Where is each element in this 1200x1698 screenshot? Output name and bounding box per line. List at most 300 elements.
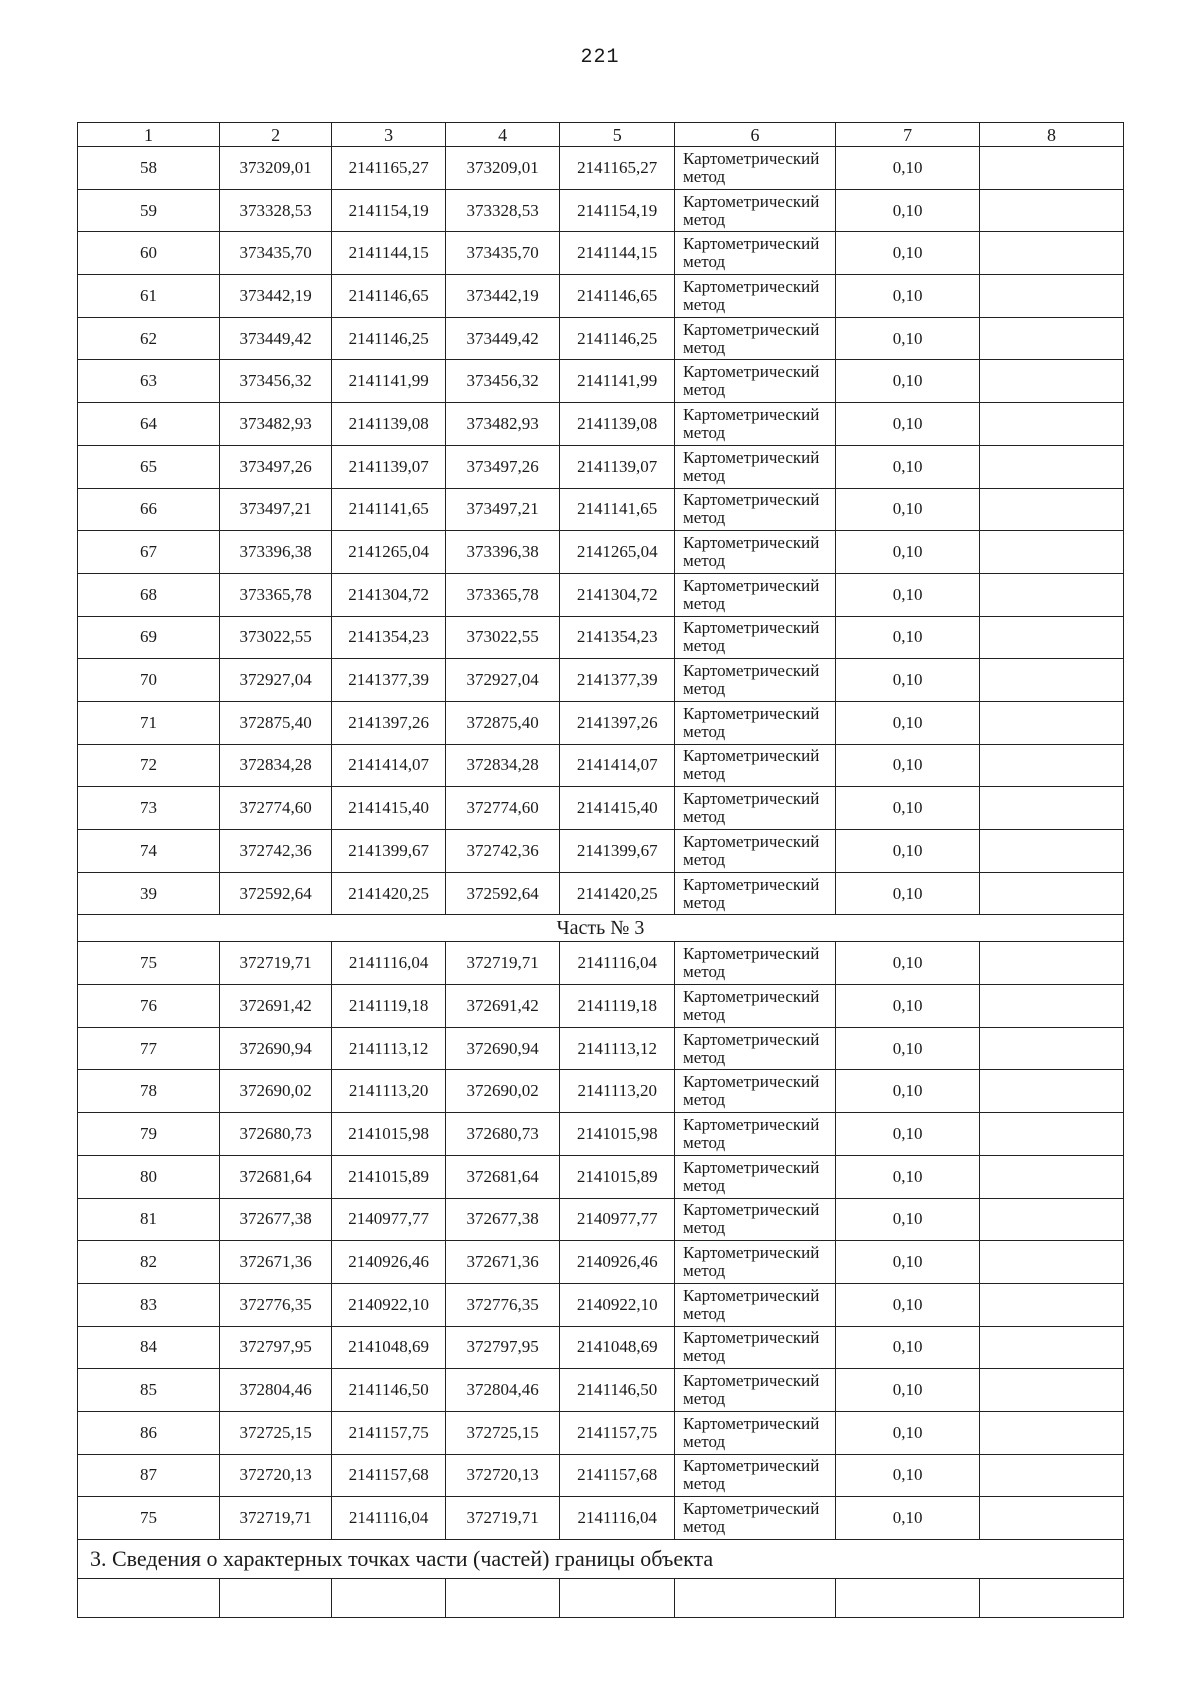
table-cell: 373482,93 [219,403,332,446]
table-cell [980,701,1124,744]
column-header: 6 [674,123,835,147]
table-cell [980,1454,1124,1497]
table-cell: 372719,71 [445,1497,560,1540]
table-row [78,872,1124,915]
table-cell: 2141146,50 [332,1369,446,1412]
table-cell: 0,10 [836,872,980,915]
table-cell: 69 [78,616,220,659]
table-cell: Картометрический метод [674,1411,835,1454]
table-cell: 2141354,23 [560,616,675,659]
blank-cell [445,1579,560,1618]
table-cell: 372677,38 [219,1198,332,1241]
table-cell: 373365,78 [445,573,560,616]
table-cell [980,573,1124,616]
table-cell: 2141265,04 [332,531,446,574]
table-cell: 86 [78,1411,220,1454]
table-cell: 373442,19 [445,275,560,318]
table-cell [980,147,1124,190]
table-cell: 372797,95 [445,1326,560,1369]
table-cell: 0,10 [836,616,980,659]
table-cell: 2141415,40 [332,787,446,830]
table-cell: 2141113,20 [332,1070,446,1113]
table-cell [980,659,1124,702]
table-row [78,275,1124,318]
table-cell: 79 [78,1113,220,1156]
table-cell: 61 [78,275,220,318]
table-cell: 2141165,27 [332,147,446,190]
table-cell [980,1369,1124,1412]
table-cell: 372680,73 [219,1113,332,1156]
table-cell: 373209,01 [445,147,560,190]
table-cell: 64 [78,403,220,446]
table-cell [980,1070,1124,1113]
table-cell [980,360,1124,403]
table-cell: 2141377,39 [332,659,446,702]
table-cell: 373435,70 [219,232,332,275]
table-cell: 373497,21 [219,488,332,531]
table-row [78,1283,1124,1326]
table-cell [980,1027,1124,1070]
table-cell: Картометрический метод [674,317,835,360]
table-cell: 71 [78,701,220,744]
table-cell [980,1497,1124,1540]
table-cell: Картометрический метод [674,1326,835,1369]
table-cell: Картометрический метод [674,360,835,403]
table-row [78,1198,1124,1241]
table-cell: 2141157,68 [332,1454,446,1497]
table-cell: 0,10 [836,1411,980,1454]
column-header: 8 [980,123,1124,147]
table-cell: 373449,42 [219,317,332,360]
table-row [78,942,1124,985]
table-cell: 68 [78,573,220,616]
table-row [78,1113,1124,1156]
table-cell: 372691,42 [445,985,560,1028]
table-cell: 373482,93 [445,403,560,446]
table-cell: 372742,36 [445,830,560,873]
table-row [78,985,1124,1028]
table-cell [980,985,1124,1028]
table-cell: Картометрический метод [674,445,835,488]
table-cell: 0,10 [836,189,980,232]
table-cell [980,1155,1124,1198]
table-cell: 60 [78,232,220,275]
table-cell: 87 [78,1454,220,1497]
table-cell: 372774,60 [219,787,332,830]
table-cell: 373497,21 [445,488,560,531]
blank-cell [78,1579,220,1618]
blank-cell [332,1579,446,1618]
table-cell: Картометрический метод [674,403,835,446]
table-cell [980,317,1124,360]
table-cell: 2141304,72 [332,573,446,616]
table-cell: 372690,94 [219,1027,332,1070]
table-cell: 2141113,12 [560,1027,675,1070]
table-cell: 0,10 [836,232,980,275]
table-cell: 0,10 [836,403,980,446]
table-cell: 372681,64 [445,1155,560,1198]
table-cell: 0,10 [836,573,980,616]
table-cell: 2141146,25 [560,317,675,360]
table-cell: 2141146,25 [332,317,446,360]
table-cell: 372725,15 [219,1411,332,1454]
table-cell: 373456,32 [219,360,332,403]
table-cell: Картометрический метод [674,1369,835,1412]
table-cell: 62 [78,317,220,360]
table-cell: 0,10 [836,942,980,985]
table-cell: Картометрический метод [674,872,835,915]
column-header: 2 [219,123,332,147]
table-cell: 2141397,26 [332,701,446,744]
table-cell [980,1198,1124,1241]
table-cell: 0,10 [836,1027,980,1070]
table-cell: 0,10 [836,531,980,574]
table-cell: 2141146,65 [560,275,675,318]
table-cell: 373022,55 [445,616,560,659]
table-cell: 76 [78,985,220,1028]
table-cell: 2141399,67 [560,830,675,873]
table-row [78,1497,1124,1540]
table-cell: 77 [78,1027,220,1070]
table-cell: 372720,13 [219,1454,332,1497]
table-cell: 0,10 [836,147,980,190]
table-cell [980,531,1124,574]
table-row [78,659,1124,702]
table-cell: 81 [78,1198,220,1241]
table-cell: 373449,42 [445,317,560,360]
table-row [78,1155,1124,1198]
table-cell: 0,10 [836,830,980,873]
table-cell: 372834,28 [445,744,560,787]
table-cell: 373497,26 [219,445,332,488]
table-cell: Картометрический метод [674,1454,835,1497]
part-label: Часть № 3 [78,915,1124,942]
table-cell: Картометрический метод [674,942,835,985]
table-cell: 2141116,04 [560,942,675,985]
table-cell [980,1283,1124,1326]
table-cell: Картометрический метод [674,147,835,190]
table-cell: 2141141,99 [560,360,675,403]
table-cell: 2140922,10 [560,1283,675,1326]
table-row [78,445,1124,488]
table-cell: 372719,71 [445,942,560,985]
table-cell [980,787,1124,830]
table-cell: 2140922,10 [332,1283,446,1326]
table-cell: 372720,13 [445,1454,560,1497]
table-cell: 372671,36 [219,1241,332,1284]
table-cell: 372875,40 [219,701,332,744]
table-cell [980,942,1124,985]
table-cell: 82 [78,1241,220,1284]
table-cell: Картометрический метод [674,1241,835,1284]
table-cell [980,275,1124,318]
table-cell: 2141165,27 [560,147,675,190]
table-cell: 0,10 [836,488,980,531]
table-cell: 2141420,25 [332,872,446,915]
part-divider-row [78,915,1124,942]
table-cell: 2141397,26 [560,701,675,744]
table-row [78,1241,1124,1284]
table-cell: 372677,38 [445,1198,560,1241]
table-cell: 373328,53 [219,189,332,232]
table-cell [980,744,1124,787]
table-cell: Картометрический метод [674,232,835,275]
table-cell [980,872,1124,915]
table-cell: 0,10 [836,1326,980,1369]
table-cell: 39 [78,872,220,915]
table-cell: 2141119,18 [560,985,675,1028]
table-cell: 0,10 [836,1198,980,1241]
table-cell: 2141116,04 [560,1497,675,1540]
table-row [78,1411,1124,1454]
table-cell: 2141141,65 [332,488,446,531]
table-cell: 0,10 [836,1454,980,1497]
table-cell: Картометрический метод [674,275,835,318]
table-cell: 372797,95 [219,1326,332,1369]
table-cell: 372671,36 [445,1241,560,1284]
table-cell: 372927,04 [219,659,332,702]
table-row [78,701,1124,744]
table-cell: 2141139,08 [560,403,675,446]
table-row [78,147,1124,190]
table-cell: 78 [78,1070,220,1113]
table-cell: Картометрический метод [674,573,835,616]
column-header: 5 [560,123,675,147]
table-cell: 63 [78,360,220,403]
table-cell: 0,10 [836,275,980,318]
table-cell: 2141139,08 [332,403,446,446]
table-cell [980,1241,1124,1284]
table-cell: 0,10 [836,445,980,488]
table-cell: 373328,53 [445,189,560,232]
table-cell: 372592,64 [445,872,560,915]
table-row [78,744,1124,787]
table-row [78,403,1124,446]
table-cell: 373442,19 [219,275,332,318]
table-cell [980,1411,1124,1454]
table-cell: 2141399,67 [332,830,446,873]
table-cell: 2140926,46 [560,1241,675,1284]
table-cell: 67 [78,531,220,574]
column-header: 7 [836,123,980,147]
table-cell: 2141144,15 [560,232,675,275]
table-cell: 0,10 [836,744,980,787]
blank-cell [219,1579,332,1618]
table-row [78,360,1124,403]
table-cell: 0,10 [836,317,980,360]
table-row [78,1027,1124,1070]
table-cell: 59 [78,189,220,232]
table-cell: Картометрический метод [674,1283,835,1326]
table-cell: 2141157,75 [332,1411,446,1454]
table-row [78,232,1124,275]
page-number: 221 [580,46,620,69]
table-cell: 2141113,12 [332,1027,446,1070]
table-cell [980,830,1124,873]
blank-cell [674,1579,835,1618]
table-cell: 58 [78,147,220,190]
table-cell: Картометрический метод [674,1113,835,1156]
column-header: 3 [332,123,446,147]
table-cell [980,488,1124,531]
table-row [78,1326,1124,1369]
table-cell: 372725,15 [445,1411,560,1454]
blank-cell [836,1579,980,1618]
section-title: 3. Сведения о характерных точках части (частей) границы объекта [78,1540,1124,1579]
table-cell: 372691,42 [219,985,332,1028]
table-cell: 373365,78 [219,573,332,616]
table-cell: Картометрический метод [674,1070,835,1113]
table-cell: 373209,01 [219,147,332,190]
table-cell: 372719,71 [219,1497,332,1540]
table-cell: 2141139,07 [560,445,675,488]
table-cell: 2141144,15 [332,232,446,275]
table-row [78,1454,1124,1497]
table-cell: 372776,35 [445,1283,560,1326]
table-row [78,1070,1124,1113]
table-cell: 372834,28 [219,744,332,787]
table-cell: 85 [78,1369,220,1412]
table-cell: 0,10 [836,360,980,403]
table-row [78,317,1124,360]
table-cell: 2141113,20 [560,1070,675,1113]
blank-cell [560,1579,675,1618]
table-cell: 0,10 [836,1497,980,1540]
table-cell: 372690,02 [219,1070,332,1113]
table-cell: 372776,35 [219,1283,332,1326]
table-cell: Картометрический метод [674,1198,835,1241]
table-cell: 2141414,07 [560,744,675,787]
table-cell: 80 [78,1155,220,1198]
table-cell: 2141354,23 [332,616,446,659]
table-cell: 372690,94 [445,1027,560,1070]
table-cell: Картометрический метод [674,531,835,574]
table-cell: 372927,04 [445,659,560,702]
table-cell: 0,10 [836,659,980,702]
table-cell: 2141414,07 [332,744,446,787]
table-cell [980,616,1124,659]
table-cell: 373022,55 [219,616,332,659]
table-cell: Картометрический метод [674,1497,835,1540]
table-cell: 2141377,39 [560,659,675,702]
table-cell [980,403,1124,446]
table-cell [980,189,1124,232]
table-row [78,488,1124,531]
table-cell: 2140926,46 [332,1241,446,1284]
blank-cell [980,1579,1124,1618]
table-cell: Картометрический метод [674,985,835,1028]
table-cell: 75 [78,942,220,985]
table-cell: 2141141,65 [560,488,675,531]
table-header-row [78,123,1124,147]
table-cell [980,232,1124,275]
section-title-row [78,1540,1124,1579]
table-cell: Картометрический метод [674,1155,835,1198]
blank-row [78,1579,1124,1618]
table-cell: 373497,26 [445,445,560,488]
table-row [78,830,1124,873]
table-cell: 2141116,04 [332,942,446,985]
table-cell: 373396,38 [445,531,560,574]
table-cell: Картометрический метод [674,787,835,830]
table-row [78,787,1124,830]
table-cell: Картометрический метод [674,1027,835,1070]
table-cell: 2141146,65 [332,275,446,318]
table-cell: 372804,46 [219,1369,332,1412]
table-cell: 2140977,77 [560,1198,675,1241]
table-cell: 2141048,69 [332,1326,446,1369]
table-cell: 372875,40 [445,701,560,744]
table-cell: Картометрический метод [674,830,835,873]
table-row [78,1369,1124,1412]
table-cell: 0,10 [836,1113,980,1156]
table-cell: 74 [78,830,220,873]
table-cell: 2141116,04 [332,1497,446,1540]
table-cell: 2141265,04 [560,531,675,574]
coordinates-table [77,122,1124,1618]
table-cell: 2141141,99 [332,360,446,403]
table-cell: 66 [78,488,220,531]
table-row [78,616,1124,659]
table-cell: 72 [78,744,220,787]
table-cell: 0,10 [836,1369,980,1412]
table-row [78,573,1124,616]
table-cell: 2140977,77 [332,1198,446,1241]
table-cell [980,445,1124,488]
table-cell: 372681,64 [219,1155,332,1198]
table-cell [980,1326,1124,1369]
table-cell: 70 [78,659,220,702]
table-cell: Картометрический метод [674,744,835,787]
table-cell: 0,10 [836,985,980,1028]
table-cell: Картометрический метод [674,659,835,702]
table-cell: 2141304,72 [560,573,675,616]
table-cell: Картометрический метод [674,616,835,659]
table-cell [980,1113,1124,1156]
table-cell: 0,10 [836,1070,980,1113]
table-cell: 2141146,50 [560,1369,675,1412]
table-cell: 0,10 [836,1283,980,1326]
table-cell: 2141048,69 [560,1326,675,1369]
table-cell: 83 [78,1283,220,1326]
table-cell: 373456,32 [445,360,560,403]
table-cell: Картометрический метод [674,701,835,744]
table-cell: 2141015,89 [332,1155,446,1198]
table-cell: 73 [78,787,220,830]
table-cell: 2141015,98 [560,1113,675,1156]
table-cell: 372680,73 [445,1113,560,1156]
table-cell: 372592,64 [219,872,332,915]
table-cell: 0,10 [836,1155,980,1198]
table-cell: 372742,36 [219,830,332,873]
table-cell: 0,10 [836,787,980,830]
table-cell: 2141139,07 [332,445,446,488]
table-row [78,189,1124,232]
table-cell: 372804,46 [445,1369,560,1412]
table-cell: 2141119,18 [332,985,446,1028]
table-cell: 2141015,89 [560,1155,675,1198]
table-cell: 2141157,75 [560,1411,675,1454]
table-cell: 2141420,25 [560,872,675,915]
table-cell: 0,10 [836,1241,980,1284]
table-cell: 2141157,68 [560,1454,675,1497]
table-cell: 2141154,19 [332,189,446,232]
table-cell: 372774,60 [445,787,560,830]
table-cell: 84 [78,1326,220,1369]
table-cell: 65 [78,445,220,488]
table-cell: 373396,38 [219,531,332,574]
column-header: 4 [445,123,560,147]
